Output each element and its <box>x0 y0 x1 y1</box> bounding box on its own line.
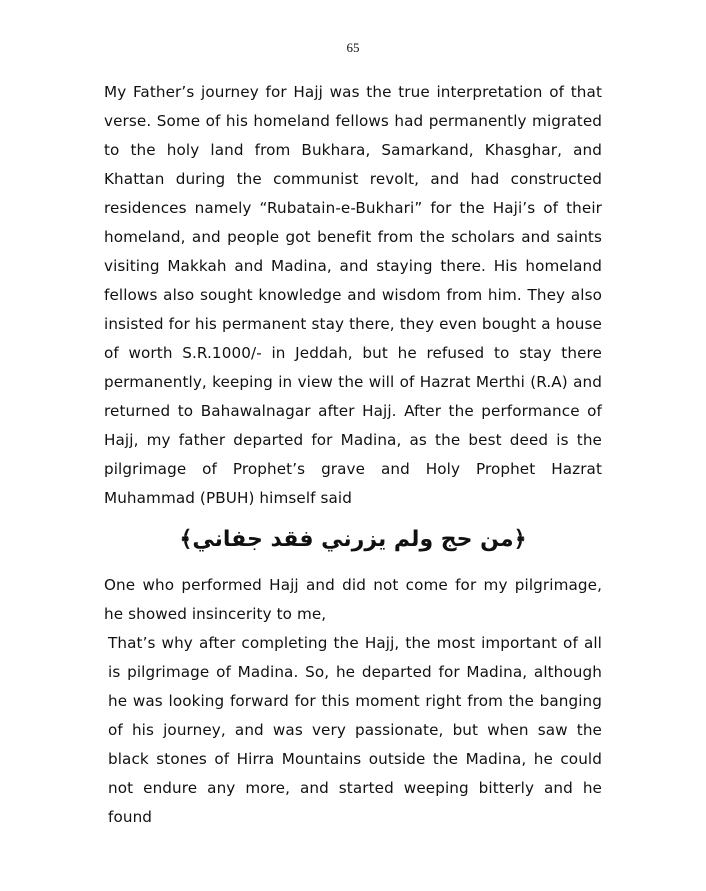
paragraph-madina-pilgrimage: That’s why after completing the Hajj, the most important of all is pilgrimage of Madina. So, he departed for Madina, although he was looking forward for this moment right from the banging of his journey, and was very passionate, but when saw the black stones of Hirra Mountains outside the Madina, he could not endure any more, and started weeping bitterly and he found <box>108 634 602 826</box>
paragraph-hadith-translation: One who performed Hajj and did not come for my pilgrimage, he showed insincerity to me, <box>104 576 602 623</box>
page-body <box>104 78 602 832</box>
paragraph-hajj-journey: My Father’s journey for Hajj was the true interpretation of that verse. Some of his homeland fellows had permanently migrated to the holy land from Bukhara, Samarkand, Khasghar, and Khattan during the communist revolt, and had constructed residences namely “Rubatain-e-Bukhari” for the Haji’s of their homeland, and people got benefit from the scholars and saints visiting Makkah and Madina, and staying there. His homeland fellows also sought knowledge and wisdom from him. They also insisted for his permanent stay there, they even bought a house of worth S.R.1000/- in Jeddah, but he refused to stay there permanently, keeping in view the will of Hazrat Merthi (R.A) and returned to Bahawalnagar after Hajj. After the performance of Hajj, my father departed for Madina, as the best deed is the pilgrimage of Prophet’s grave and Holy Prophet Hazrat Muhammad (PBUH) himself said <box>104 83 602 507</box>
page-number: 65 <box>346 40 360 55</box>
arabic-hadith-quote: ﴿من حج ولم يزرني فقد جفاني﴾ <box>179 527 527 552</box>
